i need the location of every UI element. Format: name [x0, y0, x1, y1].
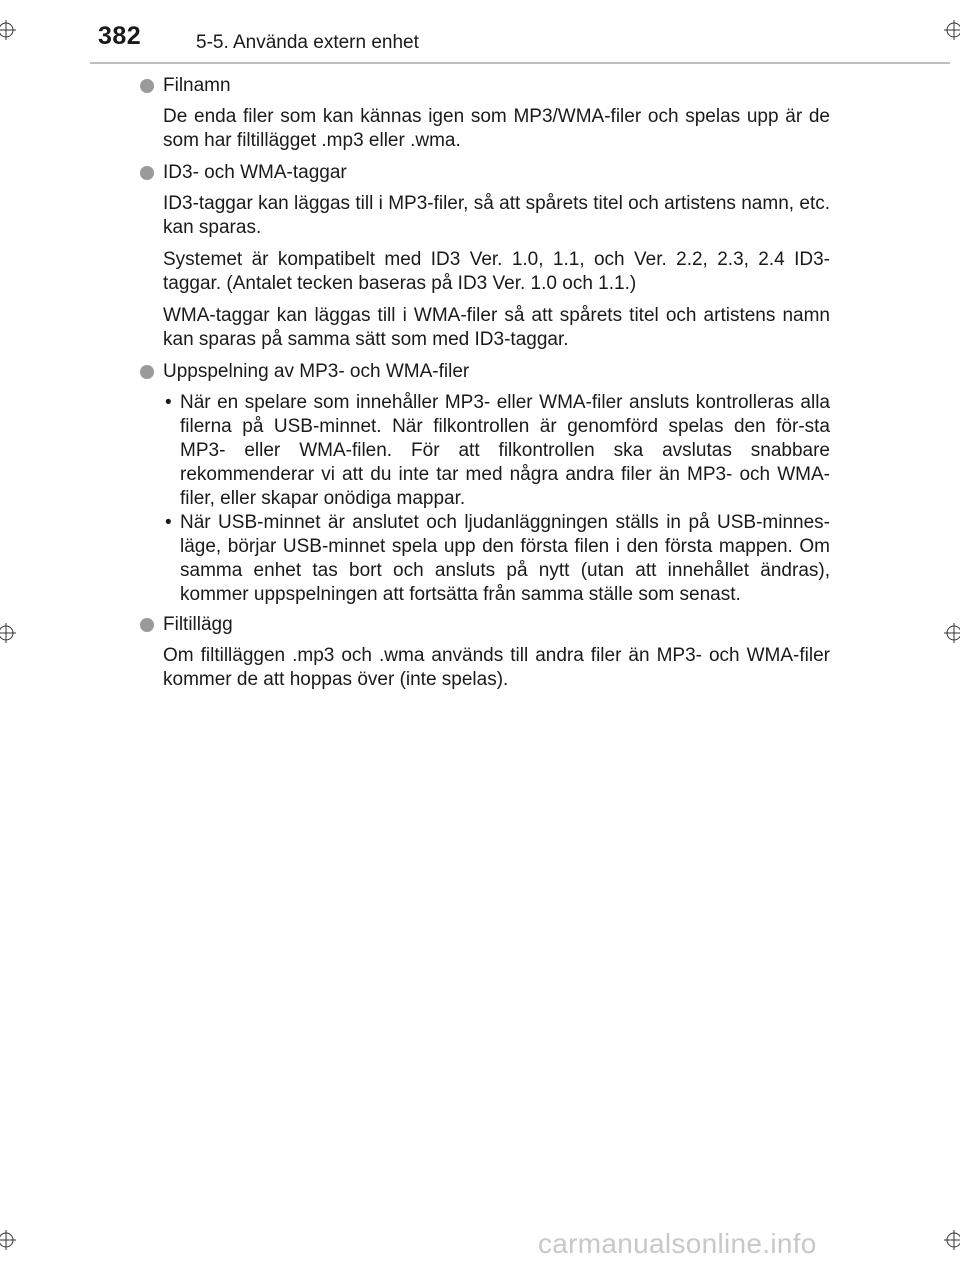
section-filtillagg — [140, 613, 830, 692]
bullet-dot-icon — [140, 79, 154, 93]
registration-mark-icon — [0, 1230, 16, 1250]
registration-mark-icon — [944, 20, 960, 40]
registration-mark-icon — [944, 623, 960, 643]
heading-text: Filtillägg — [163, 614, 233, 635]
heading-text: Uppspelning av MP3- och WMA-filer — [163, 361, 470, 382]
registration-mark-icon — [0, 623, 16, 643]
registration-mark-icon — [944, 1230, 960, 1250]
list-item-text: När USB-minnet är anslutet och ljudanläggningen ställs in på USB-minnes-läge, börjar USB-minnet spela upp den första filen i den första mappen. Om samma enhet tas bort och ansluts på nytt (utan att innehållet ändras), kommer uppspelningen att fortsätta från samma ställe som senast. — [180, 512, 830, 605]
list-item — [163, 391, 830, 511]
section-heading — [140, 161, 830, 185]
section-filnamn — [140, 74, 830, 153]
paragraph: De enda filer som kan kännas igen som MP3/WMA-filer och spelas upp är de som har filtillägget .mp3 eller .wma. — [163, 106, 830, 151]
page-number: 382 — [98, 22, 142, 50]
watermark-link[interactable]: carmanualsonline.info — [538, 1228, 817, 1259]
section-heading — [140, 360, 830, 384]
list-item — [163, 511, 830, 607]
paragraph: Systemet är kompatibelt med ID3 Ver. 1.0, 1.1, och Ver. 2.2, 2.3, 2.4 ID3-taggar. (Antalet tecken baseras på ID3 Ver. 1.0 och 1.1.) — [163, 249, 830, 294]
section-heading — [140, 74, 830, 98]
paragraph: WMA-taggar kan läggas till i WMA-filer så att spårets titel och artistens namn kan sparas på samma sätt som med ID3-taggar. — [163, 305, 830, 350]
small-bullet-icon: • — [165, 392, 172, 413]
bullet-dot-icon — [140, 166, 154, 180]
section-id3-wma-taggar — [140, 161, 830, 352]
section-uppspelning — [140, 360, 830, 607]
small-bullet-icon: • — [165, 512, 172, 533]
section-heading — [140, 613, 830, 637]
paragraph: ID3-taggar kan läggas till i MP3-filer, så att spårets titel och artistens namn, etc. kan sparas. — [163, 193, 830, 238]
heading-text: ID3- och WMA-taggar — [163, 162, 347, 183]
registration-mark-icon — [0, 20, 16, 40]
paragraph: Om filtilläggen .mp3 och .wma används till andra filer än MP3- och WMA-filer kommer de att hoppas över (inte spelas). — [163, 645, 830, 690]
sub-list — [163, 391, 830, 607]
header-divider — [90, 62, 950, 64]
section-title: 5-5. Använda extern enhet — [196, 32, 419, 53]
bullet-dot-icon — [140, 618, 154, 632]
list-item-text: När en spelare som innehåller MP3- eller WMA-filer ansluts kontrolleras alla filerna på USB-minnet. När filkontrollen är genomförd spelas den för-sta MP3- eller WMA-filen. För att filkontrollen ska avslutas snabbare rekommenderar vi att du inte tar med några andra filer än MP3- och WMA-filer, eller skapar onödiga mappar. — [180, 392, 830, 509]
heading-text: Filnamn — [163, 75, 231, 96]
bullet-dot-icon — [140, 365, 154, 379]
page-content — [140, 74, 830, 700]
